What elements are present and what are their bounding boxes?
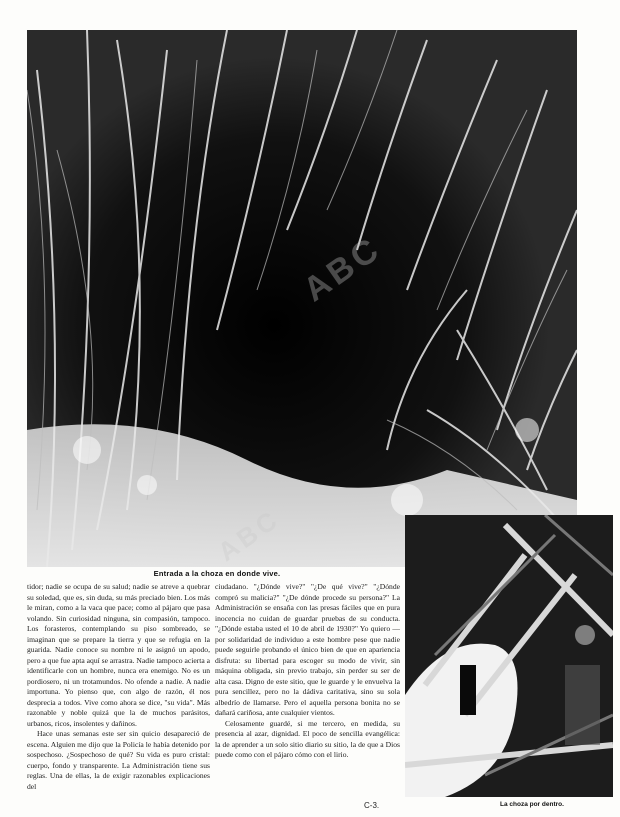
article-paragraph: Hace unas semanas este ser sin quicio desapareció de escena. Alguien me dijo que la Policía le había detenido por sospechoso. ¿Sospechoso de qué? Su vida es puro cristal: cuerpo, fondo y transparente. La Administración tiene sus reglas. Una de ellas, la de exigir razonables explicaciones del [27, 729, 210, 791]
grass-hut-entrance-image [27, 30, 577, 567]
article-paragraph: ciudadano. "¿Dónde vive?" "¿De qué vive?" "¿Dónde compró su malicia?" "¿De dónde procede su persona?" La Administración se ensaña con las presas fáciles que en pura inocencia no cuidan de guardar pruebas de su conducta. "¿Dónde estaba usted el 10 de abril de 1930?" Yo quiero —por solidaridad de individuo a este hombre pese que nadie puede seguirle probando el único bien de que en apariencia disfruta: su libertad para escoger su modo de vivir, sin máquina obligada, sin previo trabajo, sin perder su ser de alta casa. Digno de este sitio, que le guarde y le envuelva la pura sencillez, pero no la dádiva caritativa, sino su sola albedrío de llamarse. Pero el aquella persona bonita no se dañará cariñosa, ante cualquier vientos. [215, 582, 400, 717]
hut-interior-photo [405, 515, 613, 797]
hut-entrance-photo [27, 30, 577, 567]
main-photo-caption: Entrada a la choza en donde vive. [153, 569, 281, 578]
interior-photo-caption: La choza por dentro. [500, 801, 564, 808]
page-marker: C-3. [364, 801, 380, 810]
article-paragraph: Celosamente guardé, si me tercero, en medida, su presencia al azar, dignidad. El poco de sencilla evangélica: la de aprender a un solo sitio diario su sitio, la de que a Dios puede como con el pájaro cómo con el lirio. [215, 718, 400, 759]
abc-watermark: ABC [212, 503, 286, 567]
abc-watermark: ABC [296, 228, 389, 310]
article-paragraph: tidor; nadie se ocupa de su salud; nadie se atreve a quebrar su soledad, que es, sin duda, su más preciado bien. Los más le miran, como a la vaca que pace; como al pájaro que pasa volando. Sin curiosidad ninguna, sin compasión, tampoco. Los forasteros, contemplando su piso sombreado, se imaginan que se prepare la tierra y que se refugia en la guarida. Nadie conoce su nombre ni le asignó un apodo, pero a que fue apta aquí se arrastra. Nadie tampoco acierta a identificarle con un hombre, nunca era enemigo. No es un pordiosero, ni un trotamundos. No ofende a nadie. A nadie importuna. Yo pienso que, con algo de razón, él nos desprecia a todos. Vive como ahora se dice, "su vida". Más razonable y noble quizá que la de muchos parásitos, urbanos, ricos, insolentes y dañinos. [27, 582, 210, 728]
article-column-right [215, 582, 400, 810]
article-column-left [27, 582, 210, 810]
hut-interior-image [405, 515, 613, 797]
